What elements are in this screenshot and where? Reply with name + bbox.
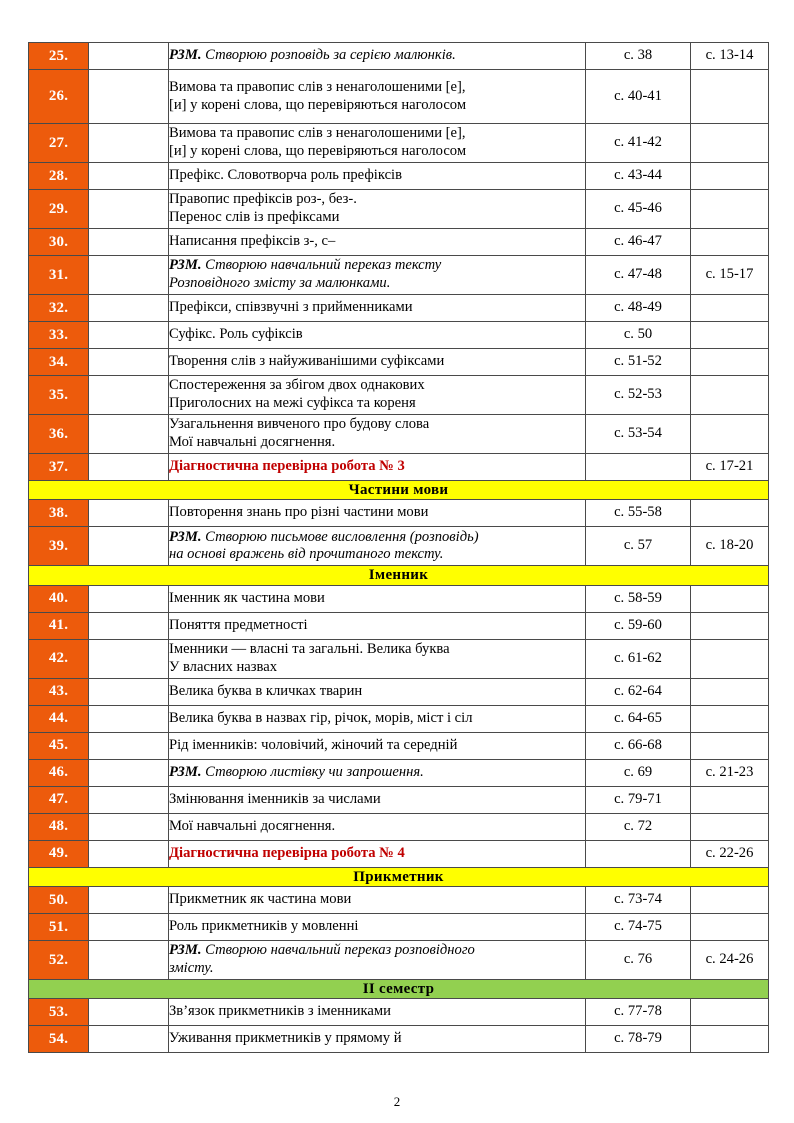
section-header-row [29,867,769,886]
topic-text: Поняття предметності [169,616,308,633]
section-title: Частини мови [29,481,769,500]
topic-cell [169,813,586,840]
workbook-page-cell [691,999,769,1026]
topic-text: Суфікс. Роль суфіксів [169,326,303,343]
textbook-page-cell: с. 76 [586,940,691,979]
row-number-cell: 32. [29,295,89,322]
topic-text-line2: [и] у корені слова, що перевіряються наголосом [169,96,467,113]
topic-text: Творення слів з найуживанішими суфіксами [169,353,445,370]
topic-text-line2: Мої навчальні досягнення. [169,434,336,450]
workbook-page-cell [691,612,769,639]
section-title: Іменник [29,566,769,585]
textbook-page-cell: с. 41-42 [586,124,691,163]
topic-cell [169,454,586,481]
textbook-page-cell: с. 66-68 [586,732,691,759]
row-number-cell: 35. [29,376,89,415]
topic-text: Префікс. Словотворча роль префіксів [169,167,402,184]
row-number-cell: 25. [29,43,89,70]
topic-text: Зв’язок прикметників з іменниками [169,1003,391,1020]
workbook-page-cell [691,349,769,376]
row-number-cell: 30. [29,229,89,256]
row-number-cell: 27. [29,124,89,163]
date-cell[interactable] [89,840,169,867]
topic-text-line2: Розповідного змісту за малюнками. [169,275,391,291]
date-cell[interactable] [89,759,169,786]
topic-text-line2: на основі вражень від прочитаного тексту. [169,546,444,563]
date-cell[interactable] [89,940,169,979]
topic-cell [169,639,586,678]
topic-text-italic: Створюю навчальний переказ тексту [201,257,442,274]
textbook-page-cell [586,840,691,867]
lesson-schedule-table [28,42,769,1053]
topic-text: Написання префіксів з-, с– [169,233,336,250]
topic-text: Рід іменників: чоловічий, жіночий та середній [169,736,458,753]
table-row [29,70,769,124]
rzm-label: РЗМ. [169,47,202,64]
rzm-label: РЗМ. [169,763,202,780]
topic-text: Роль прикметників у мовленні [169,917,359,934]
table-row [29,840,769,867]
date-cell[interactable] [89,913,169,940]
topic-text: Вимова та правопис слів з ненаголошеними [е], [169,78,466,95]
row-number-cell: 33. [29,322,89,349]
topic-cell [169,759,586,786]
topic-cell [169,376,586,415]
workbook-page-cell [691,124,769,163]
topic-cell [169,322,586,349]
table-row [29,190,769,229]
row-number-cell: 26. [29,70,89,124]
date-cell[interactable] [89,813,169,840]
date-cell[interactable] [89,322,169,349]
topic-text-line2: змісту. [169,959,214,976]
textbook-page-cell: с. 48-49 [586,295,691,322]
topic-text-line2: Приголосних на межі суфікса та кореня [169,395,416,411]
date-cell[interactable] [89,886,169,913]
textbook-page-cell: с. 51-52 [586,349,691,376]
table-row [29,940,769,979]
textbook-page-cell: с. 43-44 [586,163,691,190]
row-number-cell: 43. [29,678,89,705]
row-number-cell: 38. [29,500,89,527]
workbook-page-cell: с. 24-26 [691,940,769,979]
workbook-page-cell [691,786,769,813]
topic-cell [169,705,586,732]
date-cell[interactable] [89,415,169,454]
workbook-page-cell [691,376,769,415]
page-number: 2 [393,1094,401,1109]
topic-text: Уживання прикметників у прямому й [169,1030,402,1047]
topic-cell [169,70,586,124]
textbook-page-cell: с. 40-41 [586,70,691,124]
table-row [29,124,769,163]
textbook-page-cell: с. 38 [586,43,691,70]
date-cell[interactable] [89,256,169,295]
table-body [29,43,769,1053]
row-number-cell: 34. [29,349,89,376]
textbook-page-cell: с. 55-58 [586,500,691,527]
topic-cell [169,256,586,295]
table-row [29,678,769,705]
workbook-page-cell [691,913,769,940]
topic-text-italic: Створюю розповідь за серією малюнків. [201,47,456,64]
table-row [29,786,769,813]
topic-text-line2: [и] у корені слова, що перевіряються наголосом [169,143,467,159]
topic-text: Мої навчальні досягнення. [169,817,336,834]
workbook-page-cell [691,678,769,705]
textbook-page-cell: с. 64-65 [586,705,691,732]
table-row [29,527,769,566]
textbook-page-cell: с. 78-79 [586,1026,691,1053]
date-cell[interactable] [89,1026,169,1053]
topic-text: Правопис префіксів роз-, без-. [169,191,357,208]
textbook-page-cell: с. 77-78 [586,999,691,1026]
date-cell[interactable] [89,295,169,322]
textbook-page-cell: с. 52-53 [586,376,691,415]
topic-text: Велика буква в кличках тварин [169,682,363,699]
textbook-page-cell: с. 58-59 [586,585,691,612]
row-number-cell: 29. [29,190,89,229]
table-row [29,612,769,639]
table-row [29,322,769,349]
workbook-page-cell: с. 22-26 [691,840,769,867]
workbook-page-cell [691,813,769,840]
date-cell[interactable] [89,70,169,124]
date-cell[interactable] [89,786,169,813]
date-cell[interactable] [89,585,169,612]
row-number-cell: 51. [29,913,89,940]
workbook-page-cell [691,705,769,732]
row-number-cell: 48. [29,813,89,840]
workbook-page-cell [691,500,769,527]
topic-text: Вимова та правопис слів з ненаголошеними [е], [169,125,466,142]
date-cell[interactable] [89,999,169,1026]
textbook-page-cell: с. 47-48 [586,256,691,295]
topic-cell [169,163,586,190]
row-number-cell: 54. [29,1026,89,1053]
textbook-page-cell: с. 73-74 [586,886,691,913]
table-row [29,639,769,678]
workbook-page-cell [691,190,769,229]
topic-cell [169,913,586,940]
topic-cell [169,43,586,70]
section-title: Прикметник [29,867,769,886]
diagnostic-work-label: Діагностична перевірна робота № 4 [169,844,405,861]
topic-cell [169,585,586,612]
textbook-page-cell: с. 59-60 [586,612,691,639]
workbook-page-cell: с. 17-21 [691,454,769,481]
date-cell[interactable] [89,163,169,190]
textbook-page-cell: с. 61-62 [586,639,691,678]
textbook-page-cell: с. 79-71 [586,786,691,813]
textbook-page-cell: с. 53-54 [586,415,691,454]
table-row [29,454,769,481]
workbook-page-cell [691,415,769,454]
section-header-row [29,481,769,500]
workbook-page-cell: с. 15-17 [691,256,769,295]
topic-text: Повторення знань про різні частини мови [169,504,429,521]
topic-text: Велика буква в назвах гір, річок, морів, міст і сіл [169,709,473,726]
date-cell[interactable] [89,376,169,415]
topic-cell [169,940,586,979]
topic-text: Іменник як частина мови [169,589,325,606]
date-cell[interactable] [89,732,169,759]
table-row [29,349,769,376]
table-row [29,585,769,612]
topic-text-line2: Перенос слів із префіксами [169,209,340,225]
date-cell[interactable] [89,678,169,705]
table-row [29,886,769,913]
section-header-row [29,979,769,998]
textbook-page-cell: с. 46-47 [586,229,691,256]
row-number-cell: 42. [29,639,89,678]
row-number-cell: 41. [29,612,89,639]
workbook-page-cell [691,886,769,913]
row-number-cell: 36. [29,415,89,454]
topic-cell [169,1026,586,1053]
topic-cell [169,886,586,913]
topic-cell [169,190,586,229]
row-number-cell: 47. [29,786,89,813]
textbook-page-cell: с. 50 [586,322,691,349]
row-number-cell: 53. [29,999,89,1026]
topic-cell [169,612,586,639]
row-number-cell: 40. [29,585,89,612]
table-row [29,295,769,322]
table-row [29,813,769,840]
row-number-cell: 46. [29,759,89,786]
topic-text: Прикметник як частина мови [169,890,352,907]
topic-cell [169,229,586,256]
row-number-cell: 45. [29,732,89,759]
workbook-page-cell [691,295,769,322]
date-cell[interactable] [89,190,169,229]
workbook-page-cell [691,70,769,124]
table-row [29,999,769,1026]
topic-text-line2: У власних назвах [169,658,278,675]
row-number-cell: 44. [29,705,89,732]
diagnostic-work-label: Діагностична перевірна робота № 3 [169,458,405,475]
workbook-page-cell [691,163,769,190]
topic-cell [169,840,586,867]
topic-text: Іменники — власні та загальні. Велика буква [169,640,450,657]
table-row [29,500,769,527]
row-number-cell: 37. [29,454,89,481]
table-row [29,163,769,190]
workbook-page-cell: с. 13-14 [691,43,769,70]
topic-cell [169,999,586,1026]
table-row [29,415,769,454]
topic-text-italic: Створюю листівку чи запрошення. [201,763,424,780]
row-number-cell: 52. [29,940,89,979]
date-cell[interactable] [89,124,169,163]
date-cell[interactable] [89,349,169,376]
date-cell[interactable] [89,639,169,678]
topic-text-italic: Створюю письмове висловлення (розповідь) [201,528,479,545]
date-cell[interactable] [89,43,169,70]
table-row [29,229,769,256]
table-row [29,732,769,759]
workbook-page-cell [691,732,769,759]
topic-cell [169,527,586,566]
textbook-page-cell: с. 57 [586,527,691,566]
topic-cell [169,124,586,163]
workbook-page-cell [691,322,769,349]
table-row [29,43,769,70]
date-cell[interactable] [89,705,169,732]
topic-text: Префікси, співзвучні з прийменниками [169,299,413,316]
workbook-page-cell [691,639,769,678]
textbook-page-cell: с. 45-46 [586,190,691,229]
date-cell[interactable] [89,500,169,527]
topic-cell [169,732,586,759]
workbook-page-cell [691,585,769,612]
topic-text: Узагальнення вивченого про будову слова [169,416,430,433]
section-header-row [29,566,769,585]
workbook-page-cell: с. 21-23 [691,759,769,786]
topic-cell [169,786,586,813]
textbook-page-cell: с. 62-64 [586,678,691,705]
row-number-cell: 39. [29,527,89,566]
date-cell[interactable] [89,454,169,481]
date-cell[interactable] [89,527,169,566]
topic-cell [169,349,586,376]
row-number-cell: 50. [29,886,89,913]
topic-text-italic: Створюю навчальний переказ розповідного [201,942,475,959]
rzm-label: РЗМ. [169,942,202,959]
table-row [29,376,769,415]
workbook-page-cell [691,229,769,256]
table-row [29,1026,769,1053]
topic-text: Змінювання іменників за числами [169,790,381,807]
row-number-cell: 28. [29,163,89,190]
textbook-page-cell: с. 74-75 [586,913,691,940]
textbook-page-cell: с. 69 [586,759,691,786]
date-cell[interactable] [89,612,169,639]
topic-cell [169,415,586,454]
rzm-label: РЗМ. [169,257,202,274]
table-row [29,705,769,732]
topic-cell [169,678,586,705]
row-number-cell: 31. [29,256,89,295]
topic-text: Спостереження за збігом двох однакових [169,377,425,394]
textbook-page-cell: с. 72 [586,813,691,840]
rzm-label: РЗМ. [169,528,202,545]
workbook-page-cell: с. 18-20 [691,527,769,566]
table-row [29,913,769,940]
topic-cell [169,500,586,527]
workbook-page-cell [691,1026,769,1053]
textbook-page-cell [586,454,691,481]
date-cell[interactable] [89,229,169,256]
row-number-cell: 49. [29,840,89,867]
table-row [29,759,769,786]
section-title: ІІ семестр [29,979,769,998]
table-row [29,256,769,295]
topic-cell [169,295,586,322]
